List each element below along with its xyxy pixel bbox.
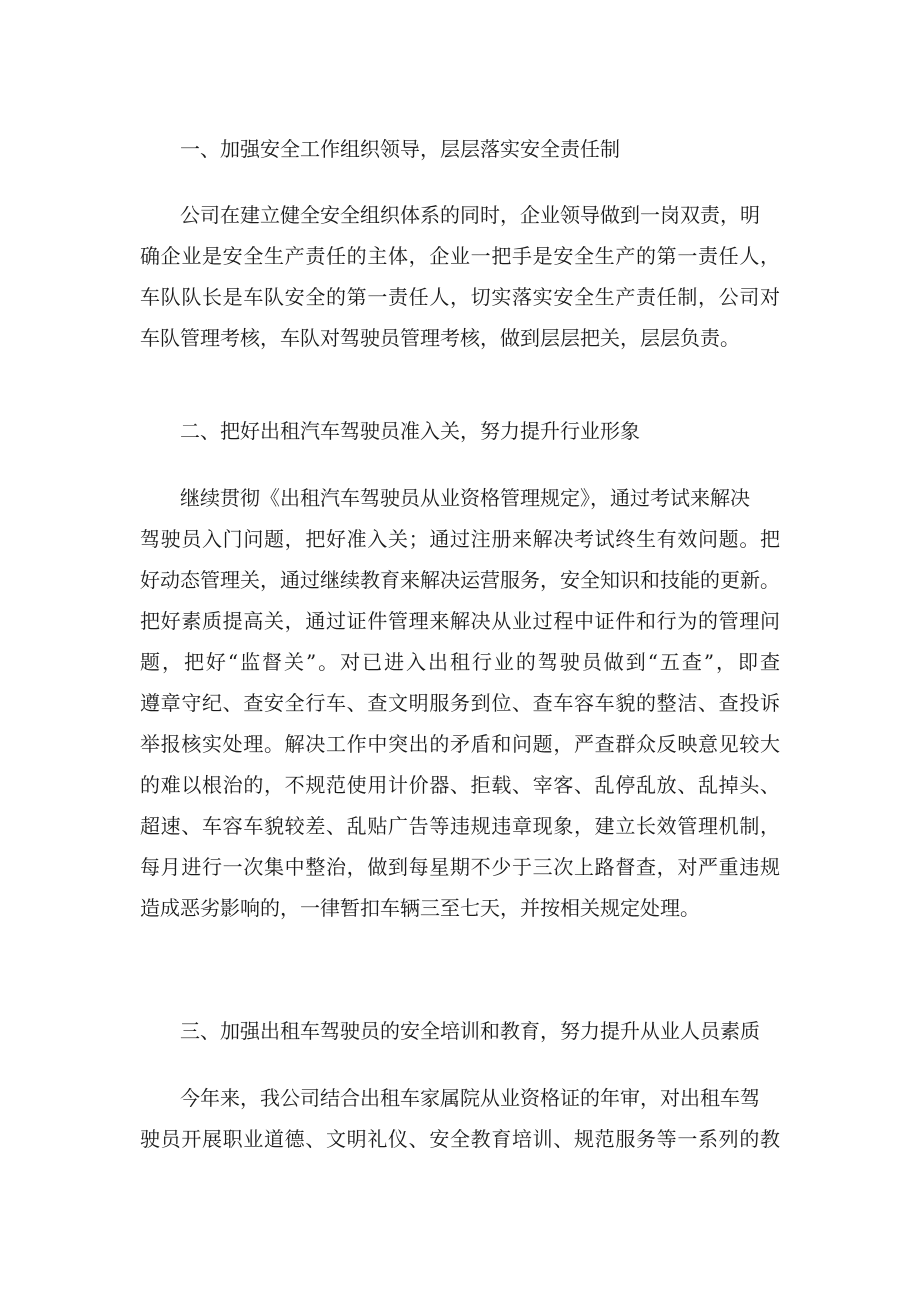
section-3-body <box>140 1088 780 1169</box>
paragraph-line: 公司在建立健全安全组织体系的同时，企业领导做到一岗双责，明 <box>180 203 760 227</box>
paragraph-line: 题，把好“监督关”。对已进入出租行业的驾驶员做到“五查”，即查 <box>140 650 780 674</box>
section-heading: 二、把好出租汽车驾驶员准入关，努力提升行业形象 <box>180 419 640 443</box>
section-heading: 三、加强出租车驾驶员的安全培训和教育，努力提升从业人员素质 <box>180 1019 760 1043</box>
paragraph-line: 每月进行一次集中整治，做到每星期不少于三次上路督查，对严重违规 <box>140 855 780 879</box>
section-2 <box>140 421 780 461</box>
paragraph-line: 造成恶劣影响的，一律暂扣车辆三至七天，并按相关规定处理。 <box>140 896 700 920</box>
paragraph-line: 驶员开展职业道德、文明礼仪、安全教育培训、规范服务等一系列的教 <box>140 1127 780 1151</box>
paragraph-line: 遵章守纪、查安全行车、查文明服务到位、查车容车貌的整洁、查投诉 <box>140 691 780 715</box>
paragraph-line: 确企业是安全生产责任的主体，企业一把手是安全生产的第一责任人， <box>140 244 780 268</box>
paragraph-line: 驾驶员入门问题，把好准入关；通过注册来解决考试终生有效问题。把 <box>140 527 780 551</box>
paragraph-line: 把好素质提高关，通过证件管理来解决从业过程中证件和行为的管理问 <box>140 609 780 633</box>
paragraph-line: 超速、车容车貌较差、乱贴广告等违规违章现象，建立长效管理机制， <box>140 814 780 838</box>
paragraph-line: 今年来，我公司结合出租车家属院从业资格证的年审，对出租车驾 <box>180 1086 760 1110</box>
paragraph-line: 车队管理考核，车队对驾驶员管理考核，做到层层把关，层层负责。 <box>140 326 740 350</box>
section-1-body <box>140 205 780 368</box>
paragraph-line: 的难以根治的，不规范使用计价器、拒载、宰客、乱停乱放、乱掉头、 <box>140 773 780 797</box>
section-2-body <box>140 488 780 938</box>
paragraph-line: 好动态管理关，通过继续教育来解决运营服务，安全知识和技能的更新。 <box>140 568 780 592</box>
section-1 <box>140 139 780 179</box>
paragraph-line: 车队队长是车队安全的第一责任人，切实落实安全生产责任制，公司对 <box>140 285 780 309</box>
section-3 <box>140 1021 780 1061</box>
section-heading: 一、加强安全工作组织领导，层层落实安全责任制 <box>180 137 620 161</box>
paragraph-line: 继续贯彻《出租汽车驾驶员从业资格管理规定》，通过考试来解决 <box>180 486 750 510</box>
paragraph-line: 举报核实处理。解决工作中突出的矛盾和问题，严查群众反映意见较大 <box>140 732 780 756</box>
